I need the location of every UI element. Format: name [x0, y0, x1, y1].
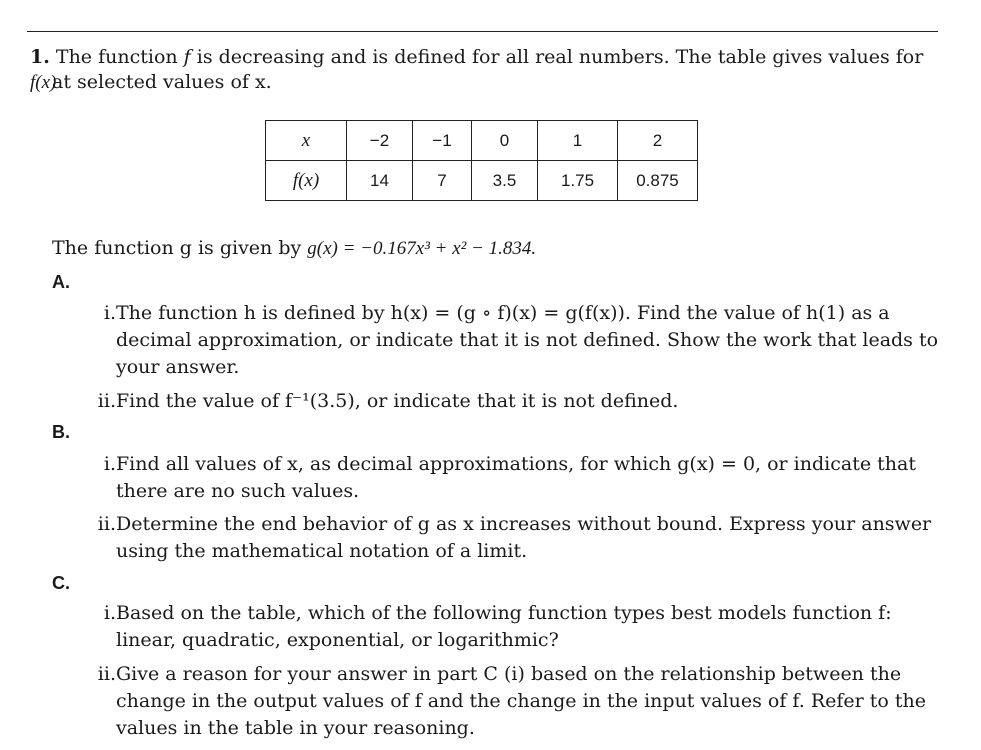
item-number: i.: [103, 453, 116, 475]
table-cell-x: 2: [618, 121, 698, 161]
table-header-x: x: [266, 121, 347, 161]
item-text: Find the value of f⁻¹(3.5), or indicate that it is not defined.: [116, 390, 679, 412]
table-cell-x: −1: [413, 121, 472, 161]
part-a-label: A.: [52, 272, 70, 292]
table-row-f: [266, 161, 698, 201]
table-cell-f: 0.875: [618, 161, 698, 201]
question-line-2: at selected values of x.: [52, 71, 272, 93]
item-text: Give a reason for your answer in part C (i) based on the relationship between the change in the output values of f and the change in the input values of f. Refer to the values in the table in your reasoning.: [116, 663, 927, 739]
question-number: 1.: [30, 46, 50, 68]
g-definition-text: The function g is given by: [52, 237, 308, 259]
question-text-b: is decreasing and is defined for all real numbers. The table gives values for: [190, 46, 924, 68]
item-text: Find all values of x, as decimal approximations, for which g(x) = 0, or indicate that there are no such values.: [116, 453, 916, 502]
g-formula: g(x) = −0.167x³ + x² − 1.834.: [307, 238, 537, 259]
table-cell-x: 1: [538, 121, 618, 161]
table-cell-x: 0: [472, 121, 538, 161]
item-text: The function h is defined by h(x) = (g ∘ f)(x) = g(f(x)). Find the value of h(1) as a decimal approximation, or indicate that it is not defined. Show the work that leads to your answer.: [116, 302, 939, 378]
table-cell-f: 3.5: [472, 161, 538, 201]
top-divider: [27, 31, 938, 32]
item-number: ii.: [97, 390, 116, 412]
fx-notation: f(x): [30, 72, 57, 93]
table-cell-f: 7: [413, 161, 472, 201]
item-number: ii.: [97, 513, 116, 535]
item-number: i.: [103, 602, 116, 624]
table-cell-f: 1.75: [538, 161, 618, 201]
item-number: ii.: [97, 663, 116, 685]
function-f-symbol: f: [183, 46, 191, 68]
table-row-x: [266, 121, 698, 161]
part-c-label: C.: [52, 573, 70, 593]
item-text: Determine the end behavior of g as x increases without bound. Express your answer using the mathematical notation of a limit.: [116, 513, 932, 562]
question-text-a: The function: [55, 46, 184, 68]
table-cell-f: 14: [347, 161, 413, 201]
item-number: i.: [103, 302, 116, 324]
table-header-f: f(x): [266, 161, 347, 201]
g-definition: [52, 235, 536, 262]
part-b-label: B.: [52, 422, 70, 442]
item-text: Based on the table, which of the following function types best models function f: linear, quadratic, exponential, or logarithmic?: [116, 602, 892, 651]
table-cell-x: −2: [347, 121, 413, 161]
values-table: [265, 120, 698, 201]
